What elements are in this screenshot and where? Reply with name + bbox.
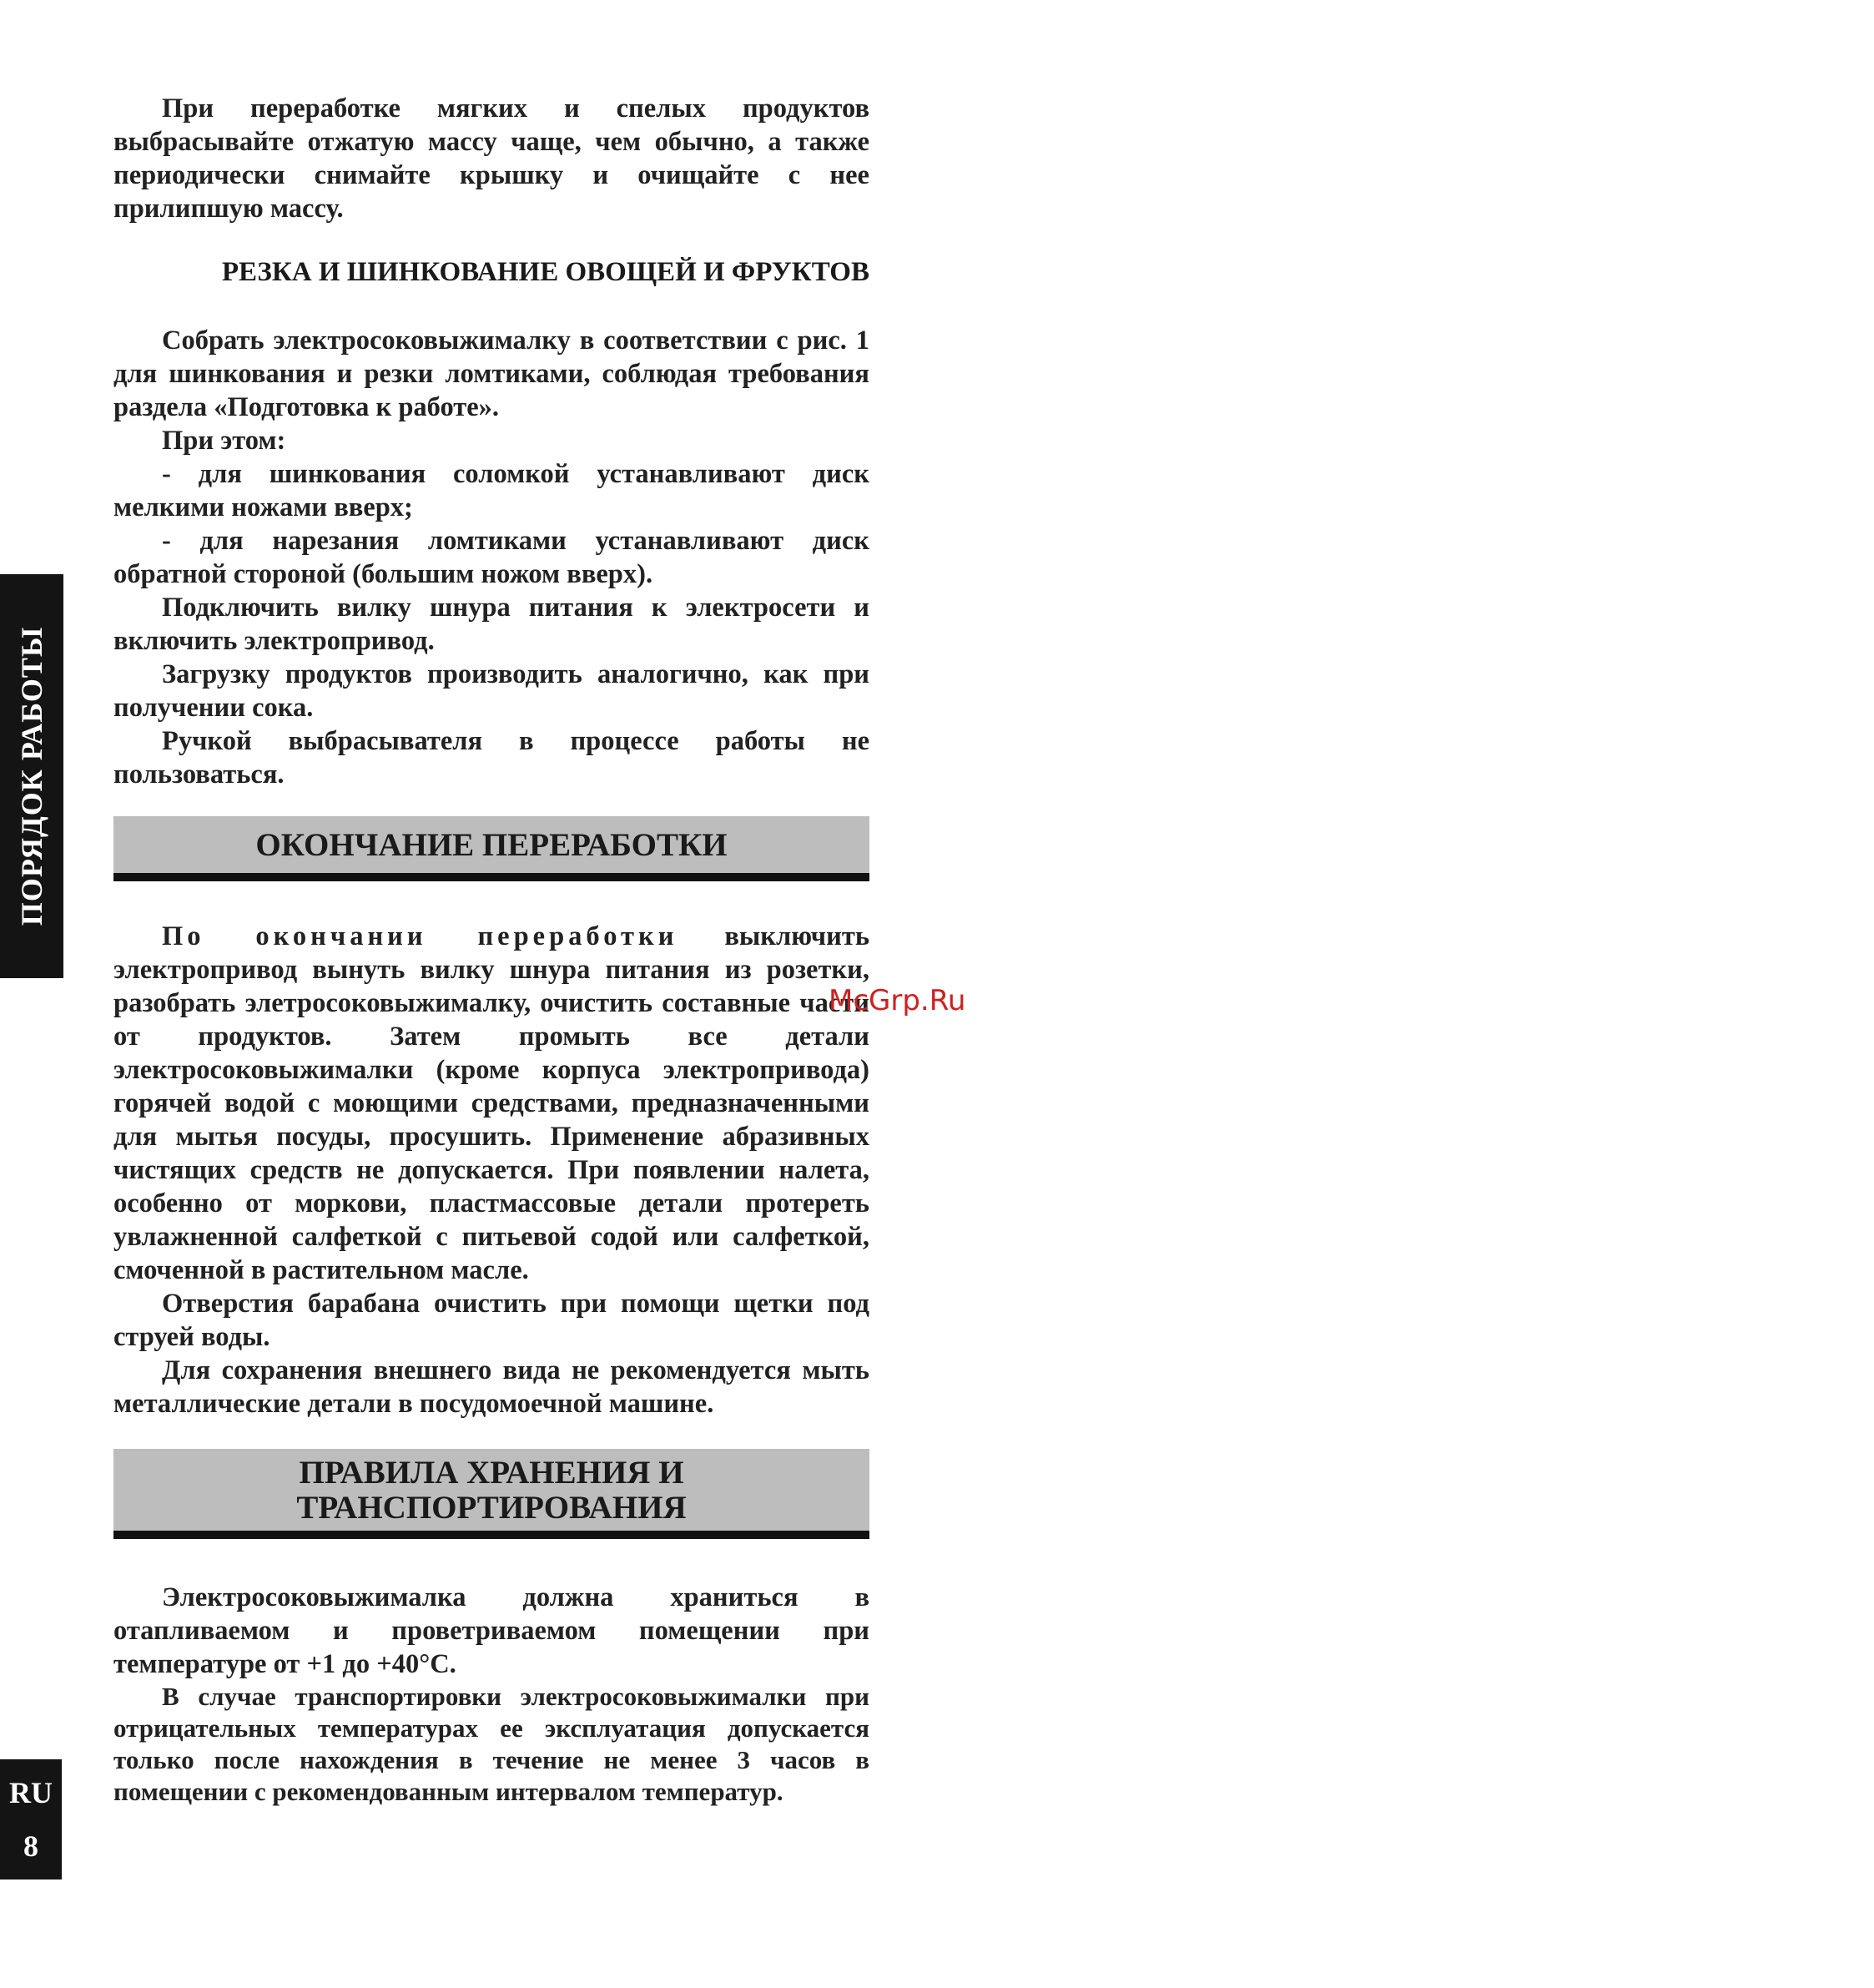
side-tab-label: ПОРЯДОК РАБОТЫ bbox=[15, 626, 48, 926]
end-paragraph-3: Для сохранения внешнего вида не рекомендуется мыть металлические детали в посудомоечной машине. bbox=[113, 1355, 869, 1419]
page-content bbox=[113, 92, 869, 1808]
storage-paragraph-1: Электросоковыжималка должна храниться в отапливаемом и проветриваемом помещении при температуре от +1 до +40°С. bbox=[113, 1582, 869, 1679]
intro-paragraph: При переработке мягких и спелых продуктов выбрасывайте отжатую массу чаще, чем обычно, а также периодически снимайте крышку и очищайте с нее прилипшую массу. bbox=[113, 93, 869, 224]
language-code: RU bbox=[9, 1776, 53, 1809]
slicing-paragraph-1: Собрать электросоковыжималку в соответствии с рис. 1 для шинкования и резки ломтиками, соблюдая требования раздела «Подготовка к работе». bbox=[113, 325, 869, 422]
section-side-tab bbox=[0, 574, 63, 978]
slicing-paragraph-4: - для нарезания ломтиками устанавливают диск обратной стороной (большим ножом вверх). bbox=[113, 526, 869, 589]
end-paragraph-2: Отверстия барабана очистить при помощи щетки под струей воды. bbox=[113, 1289, 869, 1352]
slicing-paragraph-3: - для шинкования соломкой устанавливают диск мелкими ножами вверх; bbox=[113, 459, 869, 522]
banner-end-of-processing bbox=[113, 816, 869, 881]
end-lead-phrase: По окончании переработки bbox=[162, 921, 678, 951]
slicing-paragraph-7: Ручкой выбрасывателя в процессе работы не пользоваться. bbox=[113, 726, 869, 790]
end-paragraph-1 bbox=[113, 920, 869, 1287]
watermark: McGrp.Ru bbox=[829, 984, 966, 1017]
banner-storage-line-1: ПРАВИЛА ХРАНЕНИЯ И bbox=[299, 1455, 684, 1491]
page-number: 8 bbox=[23, 1829, 38, 1863]
slicing-paragraph-2: При этом: bbox=[162, 426, 286, 456]
slicing-paragraph-6: Загрузку продуктов производить аналогично, как при получении сока. bbox=[113, 659, 869, 723]
slicing-paragraph-5: Подключить вилку шнура питания к электросети и включить электропривод. bbox=[113, 593, 869, 656]
storage-paragraph-2: В случае транспортировки электросоковыжималки при отрицательных температурах ее эксплуатация допускается только после нахождения в течение не менее 3 часов в помещении с рекомендованным интервалом температур. bbox=[113, 1682, 869, 1806]
banner-storage bbox=[113, 1449, 869, 1539]
heading-slicing: РЕЗКА И ШИНКОВАНИЕ ОВОЩЕЙ И ФРУКТОВ bbox=[221, 257, 869, 287]
banner-storage-line-2: ТРАНСПОРТИРОВАНИЯ bbox=[296, 1490, 687, 1526]
banner-end-title: ОКОНЧАНИЕ ПЕРЕРАБОТКИ bbox=[255, 827, 728, 863]
page-badge bbox=[0, 1759, 62, 1880]
end-paragraph-1-text: выключить электропривод вынуть вилку шнура питания из розетки, разобрать элетросоковыжималку, очистить составные части от продуктов. Затем промыть все детали электросоковыжималки (кроме корпуса электропривода) горячей водой с моющими средствами, предназначенными для мытья посуды, просушить. Применение абразивных чистящих средств не допускается. При появлении налета, особенно от моркови, пластмассовые детали протереть увлажненной салфеткой с питьевой содой или салфеткой, смоченной в растительном масле. bbox=[113, 921, 870, 1285]
